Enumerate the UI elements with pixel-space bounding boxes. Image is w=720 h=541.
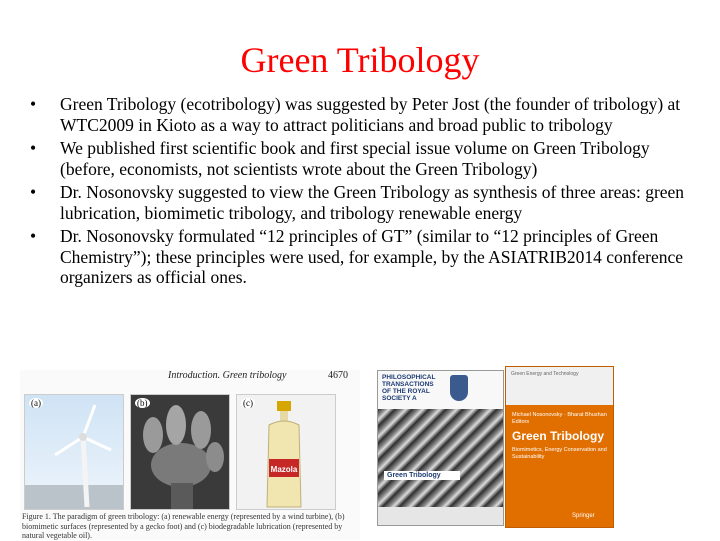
slide-title: Green Tribology (240, 40, 480, 80)
journal-issue-label: Green Tribology (384, 471, 460, 480)
gecko-foot-image (131, 395, 229, 509)
publisher-logo: Springer (572, 513, 595, 519)
bottle-label: Mazola (270, 465, 298, 474)
bullet-item: • Dr. Nosonovsky formulated “12 principles of GT” (similar to “12 principles of Green Chemistry”); these principles were used, for example, by the ASIATRIB2014 conference organizers as official ones. (28, 226, 690, 288)
book-title: Green Tribology (512, 429, 605, 443)
gecko-foot-panel (130, 394, 230, 510)
bullet-item: • We published first scientific book and first special issue volume on Green Tribology (before, economists, not scientists wrote about the Green Tribology) (28, 138, 690, 179)
bullet-item: • Dr. Nosonovsky suggested to view the Green Tribology as synthesis of three areas: green lubrication, biomimetic tribology, and tribology renewable energy (28, 182, 690, 223)
bullet-item: • Green Tribology (ecotribology) was suggested by Peter Jost (the founder of tribology) at WTC2009 in Kioto as a way to attract politicians and broad public to tribology (28, 94, 690, 135)
royal-society-crest-icon (450, 375, 468, 401)
panel-label: (a) (31, 398, 41, 408)
book-subtitle: Biomimetics, Energy Conservation and Sustainability (512, 447, 607, 460)
journal-title: PHILOSOPHICAL TRANSACTIONS OF THE ROYAL SOCIETY A (382, 374, 436, 402)
book-cover (505, 366, 614, 528)
journal-cover (377, 370, 504, 526)
book-authors: Michael Nosonovsky · Bharat Bhushan Editors (512, 412, 607, 425)
wind-turbine-panel (24, 394, 124, 510)
panel-label: (b) (137, 398, 148, 408)
book-series: Green Energy and Technology (511, 371, 579, 377)
oil-bottle-image (237, 395, 335, 509)
figure-header: Introduction. Green tribology (168, 370, 287, 381)
microstructure-image (378, 409, 503, 507)
wind-turbine-image (25, 395, 123, 509)
journal-footer (378, 507, 503, 525)
bullet-list (28, 94, 690, 291)
paradigm-figure (20, 370, 360, 540)
vegetable-oil-panel (236, 394, 336, 510)
panel-label: (c) (243, 398, 253, 408)
figure-caption: Figure 1. The paradigm of green tribology: (a) renewable energy (represented by a wind turbine), (b) biomimetic surfaces (represented by a gecko foot) and (c) biodegradable lubrication (represented by natural vegetable oil). (22, 512, 345, 540)
figure-page-number: 4670 (328, 370, 348, 381)
